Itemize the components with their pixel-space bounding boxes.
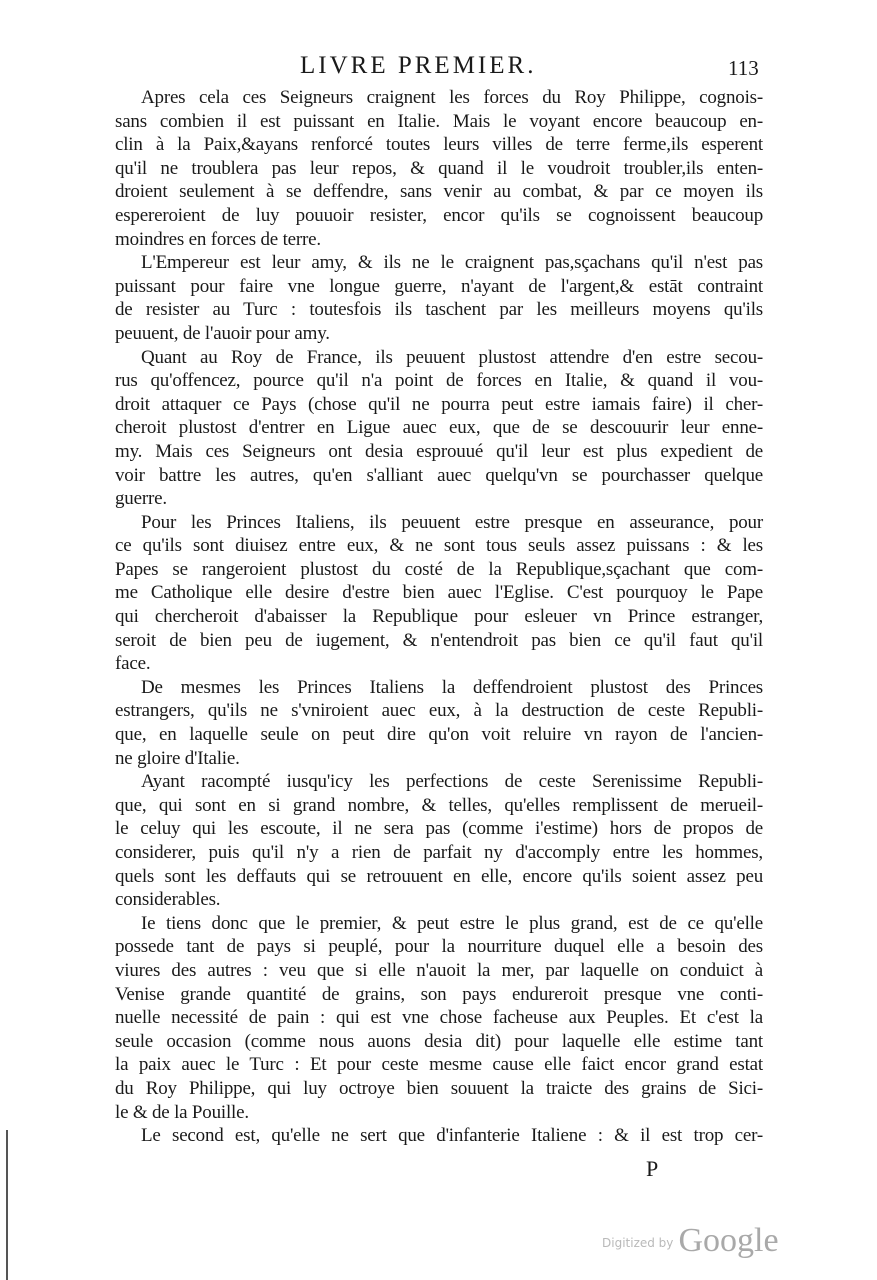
text-line: Apres cela ces Seigneurs craignent les forces du Roy Philippe, cognois-: [141, 87, 763, 108]
text-line: que, qui sont en si grand nombre, & telles, qu'elles remplissent de merueil-: [115, 794, 763, 816]
text-line: Ie tiens donc que le premier, & peut estre le plus grand, est de ce qu'elle: [141, 912, 763, 934]
text-line: qui chercheroit d'abaisser la Republique pour esleuer vn Prince estranger,: [115, 606, 763, 628]
text-line: rus qu'offencez, pource qu'il n'a point de forces en Italie, & quand il vou-: [115, 370, 763, 392]
digitized-watermark: [602, 1222, 779, 1260]
text-line: sans combien il est puissant en Italie. Mais le voyant encore beaucoup en-: [115, 110, 763, 132]
page-header: [0, 52, 877, 82]
text-line: clin à la Paix,&ayans renforcé toutes leurs villes de terre ferme,ils esperent: [115, 134, 763, 156]
text-line: qu'il ne troublera pas leur repos, & quand il le voudroit troubler,ils enten-: [115, 157, 763, 179]
text-line: cheroit plustost d'entrer en Ligue auec eux, que de se descouurir leur enne-: [115, 417, 763, 439]
page-number: 113: [728, 56, 759, 80]
text-line: guerre.: [115, 488, 167, 510]
text-line: quels sont les deffauts qui se retrouuent en elle, encore qu'ils soient assez peu: [115, 865, 763, 887]
text-line: Quant au Roy de France, ils peuuent plustost attendre d'en estre secou-: [141, 346, 763, 368]
text-line: me Catholique elle desire d'estre bien auec l'Eglise. C'est pourquoy le Pape: [115, 582, 763, 604]
page-edge-line: [6, 1130, 8, 1280]
text-line: viures des autres : veu que si elle n'auoit la mer, par laquelle on conduict à: [115, 959, 763, 981]
paragraph: [115, 770, 763, 912]
text-line: considerables.: [115, 889, 221, 911]
text-line: Le second est, qu'elle ne sert que d'infanterie Italiene : & il est trop cer-: [141, 1125, 763, 1147]
text-line: ce qu'ils sont diuisez entre eux, & ne sont tous seuls assez puissans : & les: [115, 535, 763, 557]
paragraph: [115, 1124, 763, 1148]
watermark-brand: Google: [678, 1222, 779, 1259]
running-title: LIVRE PREMIER.: [300, 52, 537, 79]
text-line: Papes se rangeroient plustost du costé de la Republique,sçachant que com-: [115, 558, 763, 580]
text-line: estrangers, qu'ils ne s'vniroient auec eux, à la destruction de ceste Republi-: [115, 700, 763, 722]
text-line: De mesmes les Princes Italiens la deffendroient plustost des Princes: [141, 676, 763, 698]
text-line: possede tant de pays si peuplé, pour la nourriture duquel elle a besoin des: [115, 936, 763, 958]
paragraph: [115, 511, 763, 676]
text-line: Venise grande quantité de grains, son pays endureroit presque vne conti-: [115, 983, 763, 1005]
text-line: voir battre les autres, qu'en s'alliant auec quelqu'vn se pourchasser quelque: [115, 464, 763, 486]
paragraph: [115, 676, 763, 770]
signature-mark: P: [646, 1156, 659, 1181]
text-body: [115, 86, 763, 1148]
text-line: seule occasion (comme nous auons desia dit) pour laquelle elle estime tant: [115, 1030, 763, 1052]
text-line: de resister au Turc : toutesfois ils taschent par les meilleurs moyens qu'ils: [115, 299, 763, 321]
text-line: nuelle necessité de pain : qui est vne chose facheuse aux Peuples. Et c'est la: [115, 1007, 763, 1029]
text-line: L'Empereur est leur amy, & ils ne le craignent pas,sçachans qu'il n'est pas: [141, 252, 763, 274]
text-line: que, en laquelle seule on peut dire qu'on voit reluire vn rayon de l'ancien-: [115, 724, 763, 746]
text-line: Ayant racompté iusqu'icy les perfections de ceste Serenissime Republi-: [141, 771, 763, 793]
text-line: peuuent, de l'auoir pour amy.: [115, 322, 330, 344]
text-line: droit attaquer ce Pays (chose qu'il ne pourra peut estre iamais faire) il cher-: [115, 393, 763, 415]
text-line: puissant pour faire vne longue guerre, n'ayant de l'argent,& estāt contraint: [115, 275, 763, 297]
text-line: face.: [115, 653, 151, 675]
paragraph: [115, 251, 763, 345]
text-line: le & de la Pouille.: [115, 1101, 249, 1123]
text-line: ne gloire d'Italie.: [115, 747, 240, 769]
watermark-prefix: Digitized by: [602, 1236, 674, 1250]
text-line: droient seulement à se deffendre, sans venir au combat, & par ce moyen ils: [115, 181, 763, 203]
text-line: Pour les Princes Italiens, ils peuuent estre presque en asseurance, pour: [141, 511, 763, 533]
text-line: considerer, puis qu'il n'y a rien de parfait ny d'accomply entre les hommes,: [115, 842, 763, 863]
text-line: seroit de bien peu de iugement, & n'entendroit pas bien ce qu'il faut qu'il: [115, 629, 763, 651]
paragraph: [115, 346, 763, 511]
paragraph: [115, 86, 763, 251]
paragraph: [115, 912, 763, 1124]
text-line: la paix auec le Turc : Et pour ceste mesme cause elle faict encor grand estat: [115, 1054, 763, 1076]
text-line: my. Mais ces Seigneurs ont desia esprouué qu'il leur est plus expedient de: [115, 440, 763, 462]
text-line: moindres en forces de terre.: [115, 228, 321, 250]
text-line: le celuy qui les escoute, il ne sera pas (comme i'estime) hors de propos de: [115, 818, 763, 840]
text-line: du Roy Philippe, qui luy octroye bien souuent la traicte des grains de Sici-: [115, 1077, 763, 1099]
text-line: espereroient de luy pouuoir resister, encor qu'ils se cognoissent beaucoup: [115, 204, 763, 226]
